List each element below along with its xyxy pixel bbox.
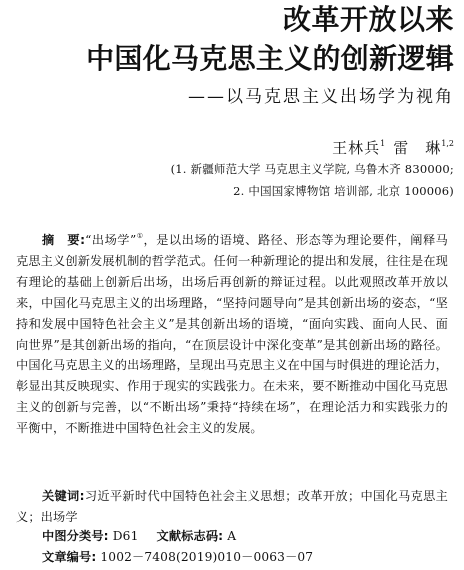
abstract-text: ，是以出场的语境、路径、形态等为理论要件，阐释马克思主义创新发展机制的哲学范式。任何一种新理论的提出和发展，往往是在现有理论的基础上创新后出场，出场后再创新的辩证过程。以此观照改革开放以来，中国化马克思主义的出场理路，“坚持问题导向”是其创新出场的姿态，“坚持和发展中国特色社会主义”是其创新出场的语境，“面向实践、面向人民、面向世界”是其创新出场的指向，“在顶层设计中深化变革”是其创新出场的路径。中国化马克思主义的出场理路，呈现出马克思主义在中国与时俱进的理论活力，彰显出其反映现实、作用于现实的实践张力。在未来，要不断推动中国化马克思主义的创新与完善，以“不断出场”秉持“持续在场”，在理论活力和实践张力的平衡中，不断推进中国特色社会主义的发展。 xyxy=(16,233,448,436)
author-2-affiliation-mark: 1,2 xyxy=(441,139,454,148)
clc-value: D61 xyxy=(112,529,139,543)
abstract-term: “出场学” xyxy=(85,233,137,247)
clc-label: 中图分类号: xyxy=(42,529,109,543)
subtitle: ——以马克思主义出场学为视角 xyxy=(188,87,454,107)
keywords-text: 习近平新时代中国特色社会主义思想；改革开放；中国化马克思主义；出场学 xyxy=(16,489,448,524)
document-code-value: A xyxy=(227,529,237,543)
document-code-label: 文献标志码: xyxy=(156,529,224,543)
article-number-line xyxy=(42,548,313,566)
author-line xyxy=(332,134,454,158)
affiliation-2: 2. 中国国家博物馆 培训部, 北京 100006) xyxy=(233,184,454,198)
classification-line xyxy=(42,527,236,545)
title-line-1: 改革开放以来 xyxy=(282,3,454,36)
author-2-name: 雷 琳 xyxy=(393,139,442,157)
title-line-2: 中国化马克思主义的创新逻辑 xyxy=(86,42,454,75)
abstract xyxy=(16,226,448,439)
author-1-name: 王林兵 xyxy=(332,139,381,157)
article-number-label: 文章编号: xyxy=(42,550,97,564)
article-number-value: 1002－7408(2019)010－0063－07 xyxy=(100,550,314,564)
author-1-affiliation-mark: 1 xyxy=(380,139,386,148)
affiliation-1: (1. 新疆师范大学 马克思主义学院, 乌鲁木齐 830000; xyxy=(170,162,454,176)
footnote-marker: ① xyxy=(136,232,144,240)
keywords xyxy=(16,486,448,528)
keywords-label: 关键词: xyxy=(42,489,85,503)
abstract-label: 摘 要: xyxy=(42,233,86,247)
